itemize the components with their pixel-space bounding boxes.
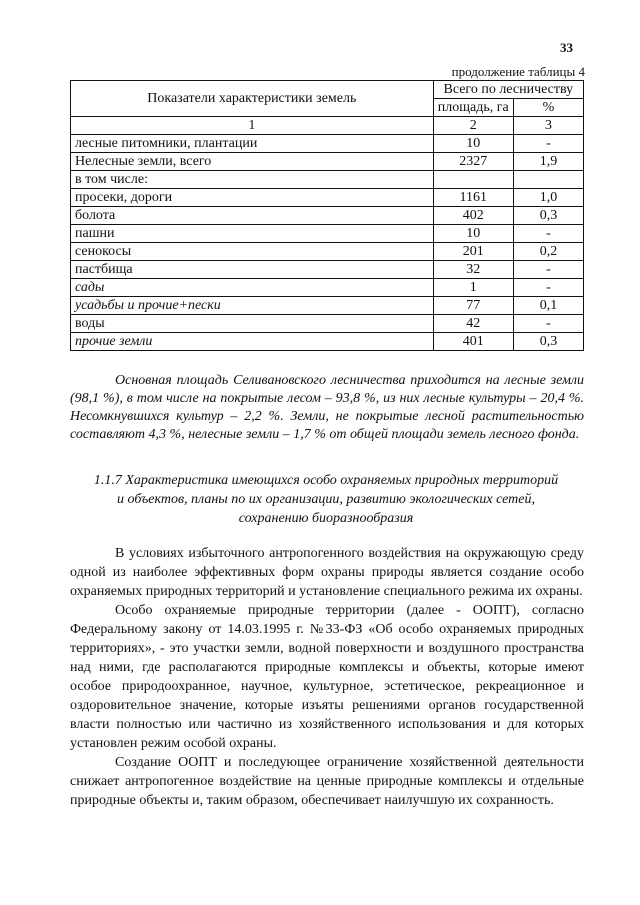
percent-value: - [513,315,583,333]
table-row [71,261,584,279]
table-row [71,279,584,297]
column-number: 3 [513,117,583,135]
percent-value: - [513,261,583,279]
land-category-name: сады [71,279,434,297]
percent-value: 0,3 [513,333,583,351]
column-number: 2 [433,117,513,135]
area-value: 10 [433,135,513,153]
land-characteristics-table [70,80,584,351]
land-category-name: сенокосы [71,243,434,261]
table-row [71,153,584,171]
table-row [71,315,584,333]
table-caption: продолжение таблицы 4 [451,64,585,79]
area-column-header: площадь, га [433,99,513,117]
table-row [71,243,584,261]
table-row [71,171,584,189]
land-category-name: лесные питомники, плантации [71,135,434,153]
percent-value: 1,9 [513,153,583,171]
land-category-name: пашни [71,225,434,243]
area-value: 77 [433,297,513,315]
percent-value: - [513,135,583,153]
page-number: 33 [560,40,573,55]
land-category-name: Нелесные земли, всего [71,153,434,171]
table-row [71,189,584,207]
indicator-column-header: Показатели характеристики земель [71,81,434,117]
area-value: 10 [433,225,513,243]
body-text [70,544,584,810]
percent-value: - [513,279,583,297]
section-heading-line: сохранению биоразнообразия [238,511,414,526]
area-value: 32 [433,261,513,279]
total-forestry-header: Всего по лесничеству [433,81,583,99]
percent-value [513,171,583,189]
section-heading-line: и объектов, планы по их организации, развитию экологических сетей, [117,492,535,507]
table-row [71,207,584,225]
land-category-name: пастбища [71,261,434,279]
area-value: 2327 [433,153,513,171]
column-number-row [71,117,584,135]
area-value: 201 [433,243,513,261]
area-value: 1 [433,279,513,297]
land-category-name: усадьбы и прочие+пески [71,297,434,315]
body-paragraph: В условиях избыточного антропогенного воздействия на окружающую среду одной из наиболее эффективных форм охраны природы является создание особо охраняемых природных территорий и установление специального режима их охраны. [70,546,584,599]
table-row [71,333,584,351]
area-value: 42 [433,315,513,333]
percent-column-header: % [513,99,583,117]
percent-value: 0,3 [513,207,583,225]
land-category-name: воды [71,315,434,333]
section-heading [68,471,584,528]
table-row [71,297,584,315]
column-number: 1 [71,117,434,135]
summary-paragraph: Основная площадь Селивановского лесничества приходится на лесные земли (98,1 %), в том числе на покрытые лесом – 93,8 %, из них лесные культуры – 20,4 %. Несомкнувшихся культур – 2,2 %. Земли, не покрытые лесной растительностью составляют 4,3 %, нелесные земли – 1,7 % от общей площади земель лесного фонда. [70,373,584,442]
land-category-name: болота [71,207,434,225]
land-category-name: просеки, дороги [71,189,434,207]
body-paragraph: Создание ООПТ и последующее ограничение хозяйственной деятельности снижает антропогенное воздействие на ценные природные комплексы и отдельные природные объекты и, таким образом, обеспечивает наилучшую их сохранность. [70,755,584,808]
area-value: 401 [433,333,513,351]
land-category-name: в том числе: [71,171,434,189]
table-row [71,225,584,243]
area-value: 1161 [433,189,513,207]
table-header-row [71,81,584,99]
percent-value: 0,1 [513,297,583,315]
body-paragraph: Особо охраняемые природные территории (далее - ООПТ), согласно Федеральному закону от 14.03.1995 г. №33-ФЗ «Об особо охраняемых природных территориях», - это участки земли, водной поверхности и воздушного пространства над ними, где располагаются природные комплексы и объекты, которые имеют особое природоохранное, научное, культурное, эстетическое, рекреационное и оздоровительное значение, которые изъяты решениями органов государственной власти полностью или частично из хозяйственного использования и для которых установлен режим особой охраны. [70,603,584,751]
section-heading-line: 1.1.7 Характеристика имеющихся особо охраняемых природных территорий [93,473,559,488]
land-category-name: прочие земли [71,333,434,351]
percent-value: - [513,225,583,243]
percent-value: 0,2 [513,243,583,261]
area-value: 402 [433,207,513,225]
table-row [71,135,584,153]
percent-value: 1,0 [513,189,583,207]
area-value [433,171,513,189]
